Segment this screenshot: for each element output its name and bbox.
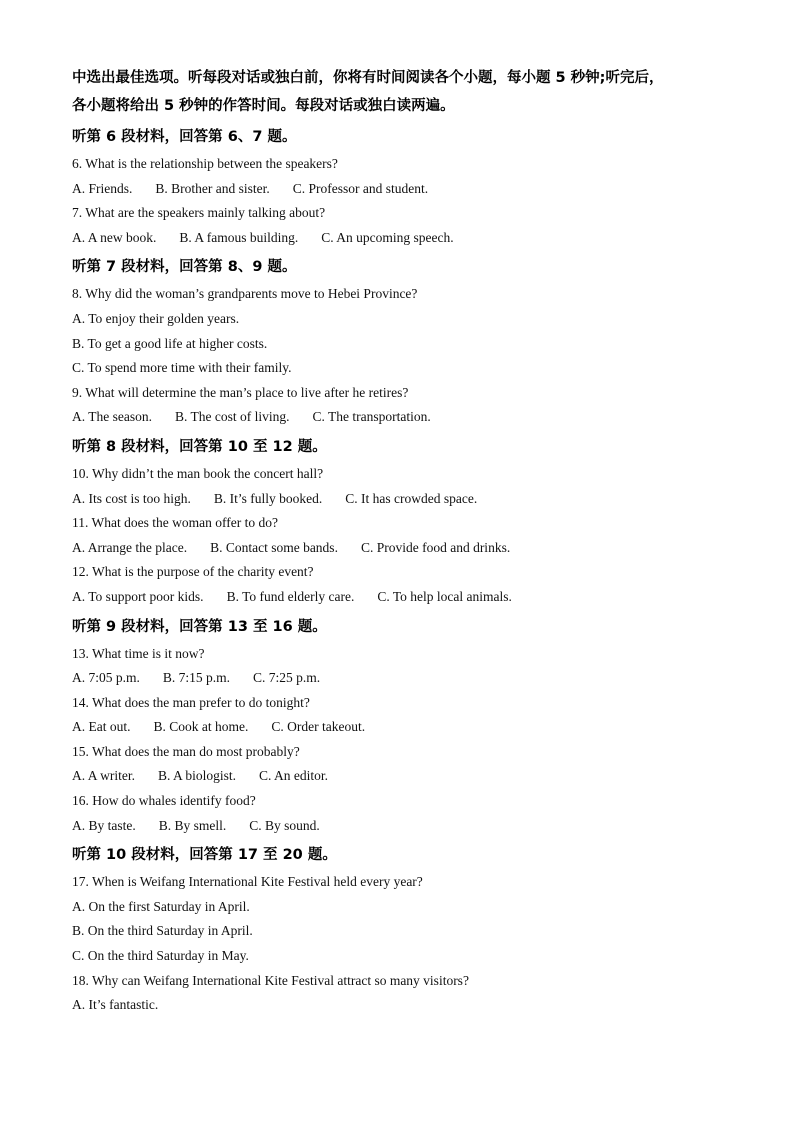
answer-option: A. A writer. bbox=[72, 768, 135, 784]
option-row bbox=[72, 405, 732, 430]
option-row bbox=[72, 536, 732, 561]
answer-option: C. Professor and student. bbox=[292, 180, 429, 196]
answer-option: B. A biologist. bbox=[158, 768, 237, 784]
answer-option: C. An editor. bbox=[259, 768, 329, 784]
question-stem: 9. What will determine the man’s place to live after he retires? bbox=[72, 384, 409, 400]
question-stem: 13. What time is it now? bbox=[72, 645, 205, 661]
answer-option: B. It’s fully booked. bbox=[213, 490, 323, 506]
answer-option: A. Friends. bbox=[72, 180, 133, 196]
section-heading: 听第 8 段材料，回答第 10 至 12 题。 bbox=[72, 438, 327, 455]
answer-option: A. Its cost is too high. bbox=[72, 490, 191, 506]
question-stem: 7. What are the speakers mainly talking about? bbox=[72, 205, 326, 221]
answer-option: B. Cook at home. bbox=[153, 719, 249, 735]
answer-option: B. On the third Saturday in April. bbox=[72, 923, 253, 939]
option-row bbox=[72, 764, 732, 789]
section-heading: 听第 6 段材料，回答第 6、7 题。 bbox=[72, 129, 297, 145]
answer-option: B. To get a good life at higher costs. bbox=[72, 335, 268, 351]
question-stem: 14. What does the man prefer to do tonight? bbox=[72, 694, 310, 710]
answer-option: C. Provide food and drinks. bbox=[360, 539, 511, 555]
answer-option: A. To support poor kids. bbox=[72, 588, 204, 604]
answer-option: B. To fund elderly care. bbox=[226, 588, 355, 604]
option-row bbox=[72, 585, 732, 610]
answer-option: A. The season. bbox=[72, 409, 152, 425]
option-row bbox=[72, 487, 732, 512]
answer-option: C. The transportation. bbox=[312, 409, 431, 425]
answer-option: C. To spend more time with their family. bbox=[72, 360, 292, 376]
answer-option: C. An upcoming speech. bbox=[321, 229, 454, 245]
answer-option: B. By smell. bbox=[158, 817, 227, 833]
question-stem: 12. What is the purpose of the charity event? bbox=[72, 564, 314, 580]
answer-option: A. It’s fantastic. bbox=[72, 997, 159, 1013]
question-stem: 15. What does the man do most probably? bbox=[72, 743, 300, 759]
answer-option: C. On the third Saturday in May. bbox=[72, 948, 249, 964]
answer-option: C. It has crowded space. bbox=[345, 490, 478, 506]
question-stem: 18. Why can Weifang International Kite Festival attract so many visitors? bbox=[72, 972, 469, 988]
option-row bbox=[72, 715, 732, 740]
question-stem: 11. What does the woman offer to do? bbox=[72, 515, 278, 531]
intro-line-2: 各小题将给出 5 秒钟的作答时间。每段对话或独白读两遍。 bbox=[72, 98, 455, 114]
answer-option: B. Brother and sister. bbox=[155, 180, 270, 196]
answer-option: C. By sound. bbox=[249, 817, 320, 833]
page-content bbox=[72, 64, 732, 1018]
answer-option: B. Contact some bands. bbox=[210, 539, 338, 555]
option-row bbox=[72, 177, 732, 202]
answer-option: A. By taste. bbox=[72, 817, 136, 833]
answer-option: C. Order takeout. bbox=[271, 719, 366, 735]
answer-option: C. 7:25 p.m. bbox=[253, 670, 321, 686]
option-row bbox=[72, 226, 732, 251]
answer-option: B. A famous building. bbox=[179, 229, 299, 245]
answer-option: B. The cost of living. bbox=[175, 409, 290, 425]
option-row bbox=[72, 666, 732, 691]
option-row bbox=[72, 814, 732, 839]
question-stem: 16. How do whales identify food? bbox=[72, 793, 256, 809]
answer-option: A. To enjoy their golden years. bbox=[72, 310, 240, 326]
section-heading: 听第 10 段材料，回答第 17 至 20 题。 bbox=[72, 847, 337, 864]
answer-option: A. On the first Saturday in April. bbox=[72, 898, 250, 914]
answer-option: C. To help local animals. bbox=[377, 588, 512, 604]
section-heading: 听第 7 段材料，回答第 8、9 题。 bbox=[72, 259, 297, 276]
question-stem: 10. Why didn’t the man book the concert hall? bbox=[72, 465, 324, 481]
question-stem: 8. Why did the woman’s grandparents move to Hebei Province? bbox=[72, 286, 418, 302]
question-stem: 6. What is the relationship between the speakers? bbox=[72, 156, 338, 171]
section-heading: 听第 9 段材料，回答第 13 至 16 题。 bbox=[72, 618, 327, 635]
answer-option: A. A new book. bbox=[72, 229, 157, 245]
answer-option: A. Eat out. bbox=[72, 719, 131, 735]
answer-option: A. Arrange the place. bbox=[72, 539, 188, 555]
answer-option: B. 7:15 p.m. bbox=[162, 670, 231, 686]
question-stem: 17. When is Weifang International Kite Festival held every year? bbox=[72, 874, 423, 890]
intro-line-1: 中选出最佳选项。听每段对话或独白前，你将有时间阅读各个小题，每小题 5 秒钟;听完后， bbox=[72, 70, 664, 86]
answer-option: A. 7:05 p.m. bbox=[72, 670, 140, 686]
